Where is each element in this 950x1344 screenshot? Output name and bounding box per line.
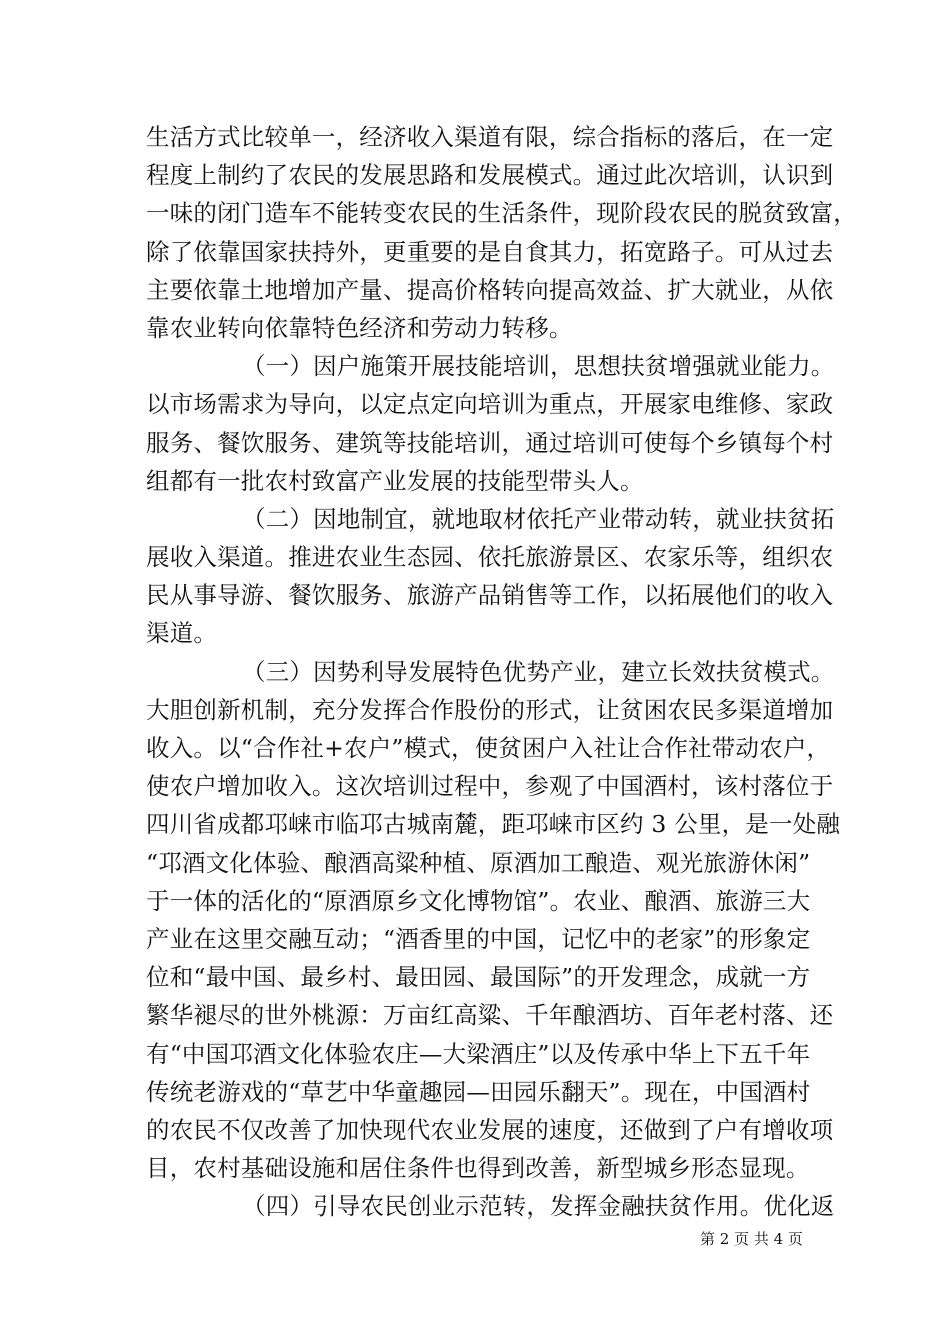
text-line: 传统老游戏的“草艺中华童趣园—田园乐翻天”。现在，中国酒村 [146,1077,811,1106]
text-line: 渠道。 [146,619,218,648]
text-line: 以市场需求为导向，以定点定向培训为重点，开展家电维修、家政 [146,390,834,419]
text-line: 的农民不仅改善了加快现代农业发展的速度，还做到了户有增收项 [146,1115,834,1144]
text-line: 收入。以“合作社+农户”模式，使贫困户入社让合作社带动农户， [146,734,831,762]
section-heading-line: （三）因势利导发展特色优势产业，建立长效扶贫模式。 [242,657,835,686]
text-line: 生活方式比较单一，经济收入渠道有限，综合指标的落后，在一定 [146,123,834,151]
text-line: “邛酒文化体验、酿酒高粱种植、原酒加工酿造、观光旅游休闲” [146,848,811,877]
text-line: 程度上制约了农民的发展思路和发展模式。通过此次培训，认识到 [146,161,834,190]
text-line: 除了依靠国家扶持外，更重要的是自食其力，拓宽路子。可从过去 [146,237,834,266]
text-line: 繁华褪尽的世外桃源：万亩红高粱、千年酿酒坊、百年老村落、还 [146,1001,834,1030]
body-text [146,118,857,1225]
section-heading-line: （四）引导农民创业示范转，发挥金融扶贫作用。优化返 [242,1192,835,1221]
text-line: 一味的闭门造车不能转变农民的生活条件，现阶段农民的脱贫致富， [146,199,857,228]
text-line: 位和“最中国、最乡村、最田园、最国际”的开发理念，成就一方 [146,963,811,992]
text-line: 使农户增加收入。这次培训过程中，参观了中国酒村，该村落位于 [146,772,834,801]
text-line: 主要依靠土地增加产量、提高价格转向提高效益、扩大就业，从依 [146,275,834,304]
text-line: 民从事导游、餐饮服务、旅游产品销售等工作，以拓展他们的收入 [146,581,834,610]
text-line: 服务、餐饮服务、建筑等技能培训，通过培训可使每个乡镇每个村 [146,428,834,457]
text-line: 展收入渠道。推进农业生态园、依托旅游景区、农家乐等，组织农 [146,543,834,572]
section-heading-line: （一）因户施策开展技能培训，思想扶贫增强就业能力。 [242,352,835,381]
section-heading-line: （二）因地制宜，就地取材依托产业带动转，就业扶贫拓 [242,504,835,533]
page-number: 第 2 页 共 4 页 [700,1230,803,1248]
text-line: 组都有一批农村致富产业发展的技能型带头人。 [146,466,644,495]
text-line: 大胆创新机制，充分发挥合作股份的形式，让贫困农民多渠道增加 [146,695,834,724]
text-line: 有“中国邛酒文化体验农庄—大梁酒庄”以及传承中华上下五千年 [146,1039,811,1068]
text-line: 四川省成都邛崃市临邛古城南麓，距邛崃市区约 3 公里，是一处融 [146,810,841,839]
text-line: 目，农村基础设施和居住条件也得到改善，新型城乡形态显现。 [146,1154,810,1183]
text-line: 靠农业转向依靠特色经济和劳动力转移。 [146,313,573,342]
text-line: 产业在这里交融互动；“酒香里的中国，记忆中的老家”的形象定 [146,924,811,953]
text-line: 于一体的活化的“原酒原乡文化博物馆”。农业、酿酒、旅游三大 [146,886,811,915]
